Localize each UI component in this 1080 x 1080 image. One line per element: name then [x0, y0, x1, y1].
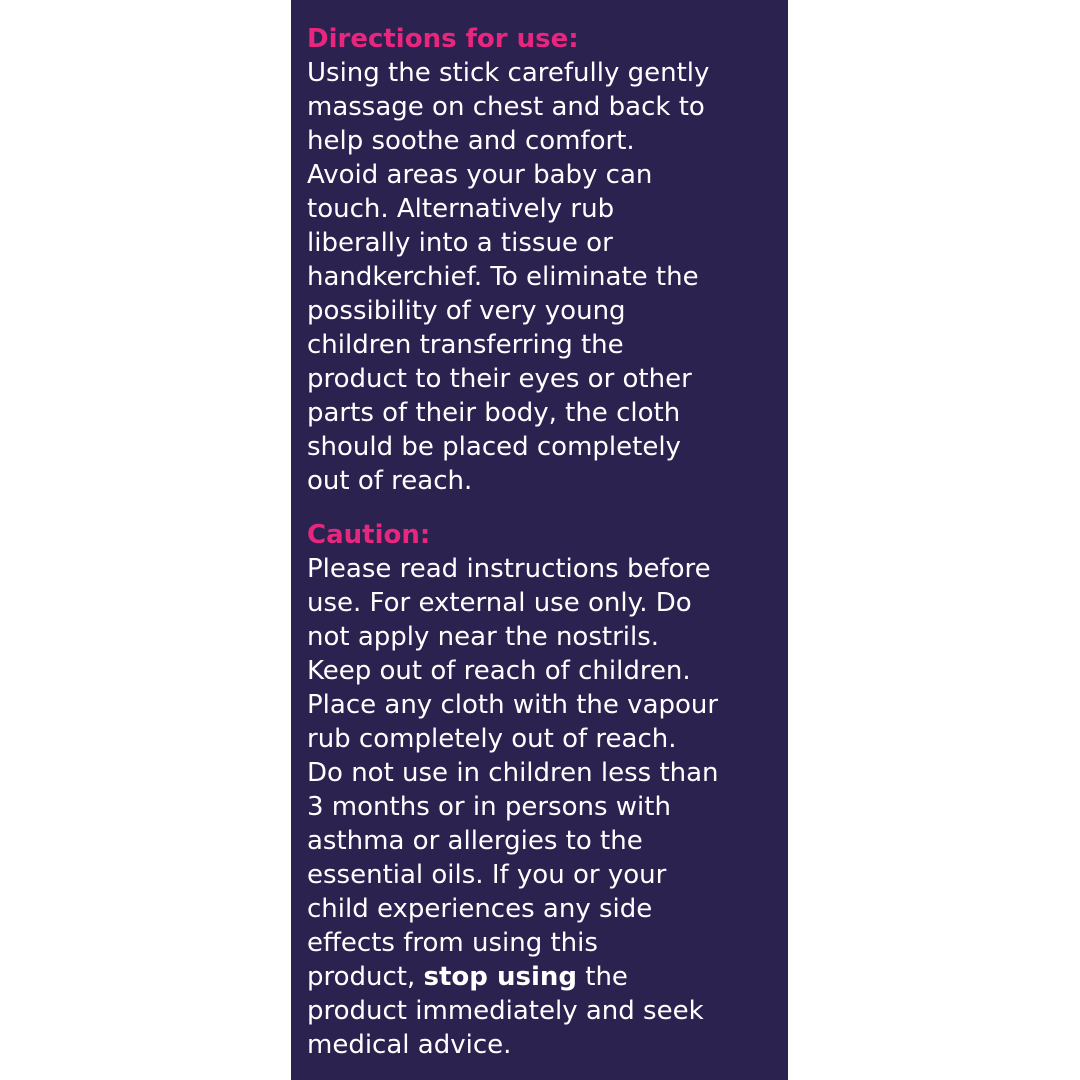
caution-line: effects from using this [307, 928, 598, 958]
caution-line: Place any cloth with the vapour [307, 690, 719, 720]
caution-line: essential oils. If you or your [307, 860, 667, 890]
directions-line: Avoid areas your baby can [307, 160, 653, 190]
caution-line-suffix: the [576, 962, 628, 992]
caution-line: use. For external use only. Do [307, 588, 692, 618]
caution-line-emphasis [307, 960, 777, 994]
section-spacer [307, 498, 777, 518]
directions-line: massage on chest and back to [307, 92, 705, 122]
caution-line: asthma or allergies to the [307, 826, 643, 856]
directions-text [307, 56, 777, 498]
caution-heading: Caution: [307, 520, 431, 550]
directions-line: touch. Alternatively rub [307, 194, 615, 224]
caution-line: 3 months or in persons with [307, 792, 671, 822]
directions-line: help soothe and comfort. [307, 126, 635, 156]
caution-line: rub completely out of reach. [307, 724, 677, 754]
caution-line: not apply near the nostrils. [307, 622, 660, 652]
directions-line: handkerchief. To eliminate the [307, 262, 699, 292]
directions-line: children transferring the [307, 330, 624, 360]
label-panel [291, 0, 788, 1080]
directions-line: parts of their body, the cloth [307, 398, 681, 428]
directions-line: Using the stick carefully gently [307, 58, 710, 88]
caution-line: Keep out of reach of children. [307, 656, 691, 686]
directions-line: liberally into a tissue or [307, 228, 613, 258]
directions-line: product to their eyes or other [307, 364, 692, 394]
directions-line: possibility of very young [307, 296, 626, 326]
caution-line: child experiences any side [307, 894, 653, 924]
directions-heading: Directions for use: [307, 24, 579, 54]
caution-line: product immediately and seek [307, 996, 704, 1026]
directions-line: should be placed completely [307, 432, 681, 462]
caution-line-prefix: product, [307, 962, 424, 992]
caution-line: Please read instructions before [307, 554, 711, 584]
caution-text [307, 552, 777, 1062]
label-content [307, 22, 777, 1062]
caution-line: Do not use in children less than [307, 758, 719, 788]
stop-using-emphasis: stop using [423, 962, 577, 992]
directions-line: out of reach. [307, 466, 473, 496]
caution-line: medical advice. [307, 1030, 512, 1060]
